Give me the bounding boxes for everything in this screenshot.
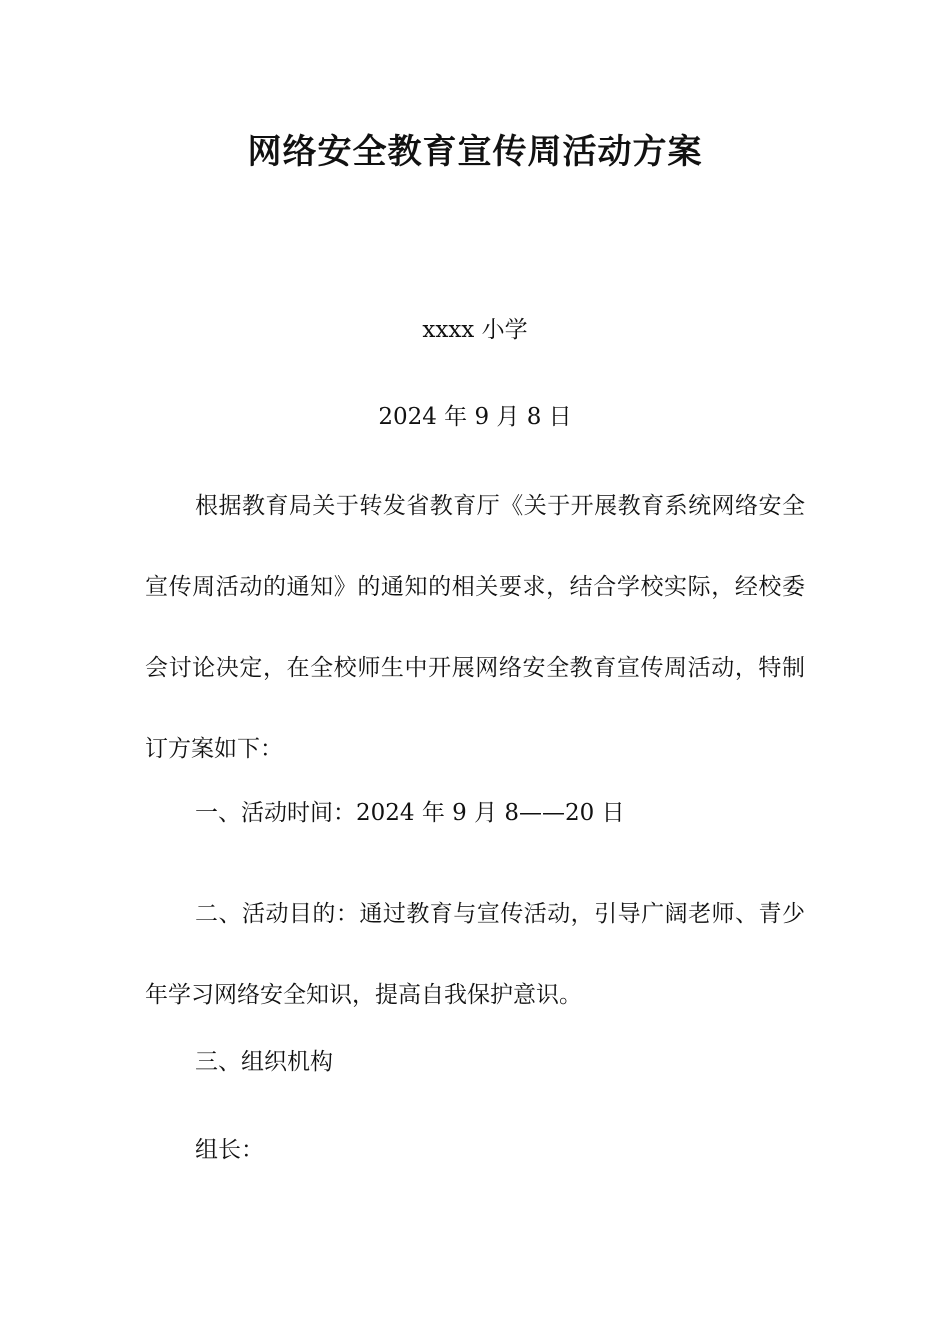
leader-label: 组长： [195, 1137, 264, 1163]
document-title: 网络安全教育宣传周活动方案 [247, 132, 703, 172]
activity-time-section: 一、活动时间：2024 年 9 月 8——20 日 [195, 800, 625, 826]
intro-paragraph: 根据教育局关于转发省教育厅《关于开展教育系统网络安全宣传周活动的通知》的通知的相关要求，结合学校实际，经校委会讨论决定，在全校师生中开展网络安全教育宣传周活动，特制订方案如下： [145, 493, 805, 762]
document-date: 2024 年 9 月 8 日 [378, 404, 572, 430]
activity-goal-section: 二、活动目的：通过教育与宣传活动，引导广阔老师、青少年学习网络安全知识，提高自我保护意识。 [145, 901, 805, 1008]
organization-section: 三、组织机构 [195, 1049, 333, 1075]
intro-paragraph-block [145, 466, 805, 790]
school-name: xxxx 小学 [422, 317, 528, 343]
activity-goal-block [145, 874, 805, 1036]
